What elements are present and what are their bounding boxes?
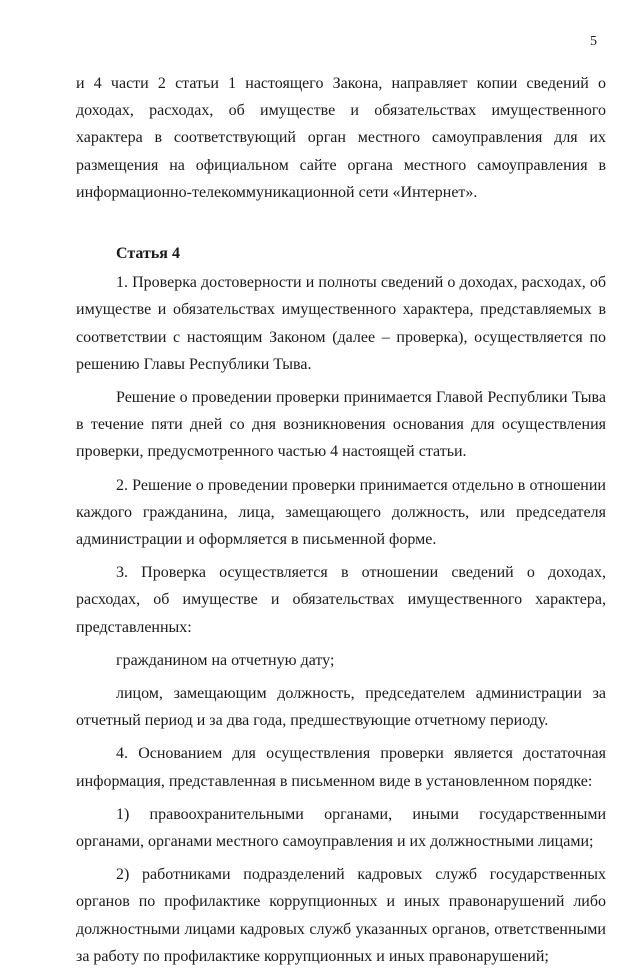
document-body xyxy=(76,70,606,970)
paragraph: 4. Основанием для осуществления проверки является достаточная информация, представленная в письменном виде в установленном порядке: xyxy=(76,745,606,790)
list-item: лицом, замещающим должность, председателем администрации за отчетный период и за два года, предшествующие отчетному периоду. xyxy=(76,685,606,730)
paragraph: Решение о проведении проверки принимается Главой Республики Тыва в течение пяти дней со дня возникновения основания для осуществления проверки, предусмотренного частью 4 настоящей статьи. xyxy=(76,389,606,461)
paragraph: 1. Проверка достоверности и полноты сведений о доходах, расходах, об имуществе и обязательствах имущественного характера, представляемых в соответствии с настоящим Законом (далее – проверка), осуществляется по решению Главы Республики Тыва. xyxy=(76,274,606,373)
paragraph-continuation: и 4 части 2 статьи 1 настоящего Закона, направляет копии сведений о доходах, расходах, об имуществе и обязательствах имущественного характера в соответствующий орган местного самоуправления для их размещения на официальном сайте органа местного самоуправления в информационно-телекоммуникационной сети «Интернет». xyxy=(76,75,606,201)
paragraph: 3. Проверка осуществляется в отношении сведений о доходах, расходах, об имуществе и обязательствах имущественного характера, представленных: xyxy=(76,564,606,636)
page-number: 5 xyxy=(590,34,597,49)
article-heading: Статья 4 xyxy=(116,245,180,263)
paragraph: 2. Решение о проведении проверки принимается отдельно в отношении каждого гражданина, лица, замещающего должность, или председателя администрации и оформляется в письменной форме. xyxy=(76,476,606,549)
list-item: гражданином на отчетную дату; xyxy=(116,651,335,669)
list-item: 2) работниками подразделений кадровых служб государственных органов по профилактике коррупционных и иных правонарушений либо должностными лицами кадровых служб указанных органов, ответственными за работу по профилактике коррупционных и иных правонарушений; xyxy=(76,866,606,965)
list-item: 1) правоохранительными органами, иными государственными органами, органами местного самоуправления и их должностными лицами; xyxy=(76,805,606,851)
